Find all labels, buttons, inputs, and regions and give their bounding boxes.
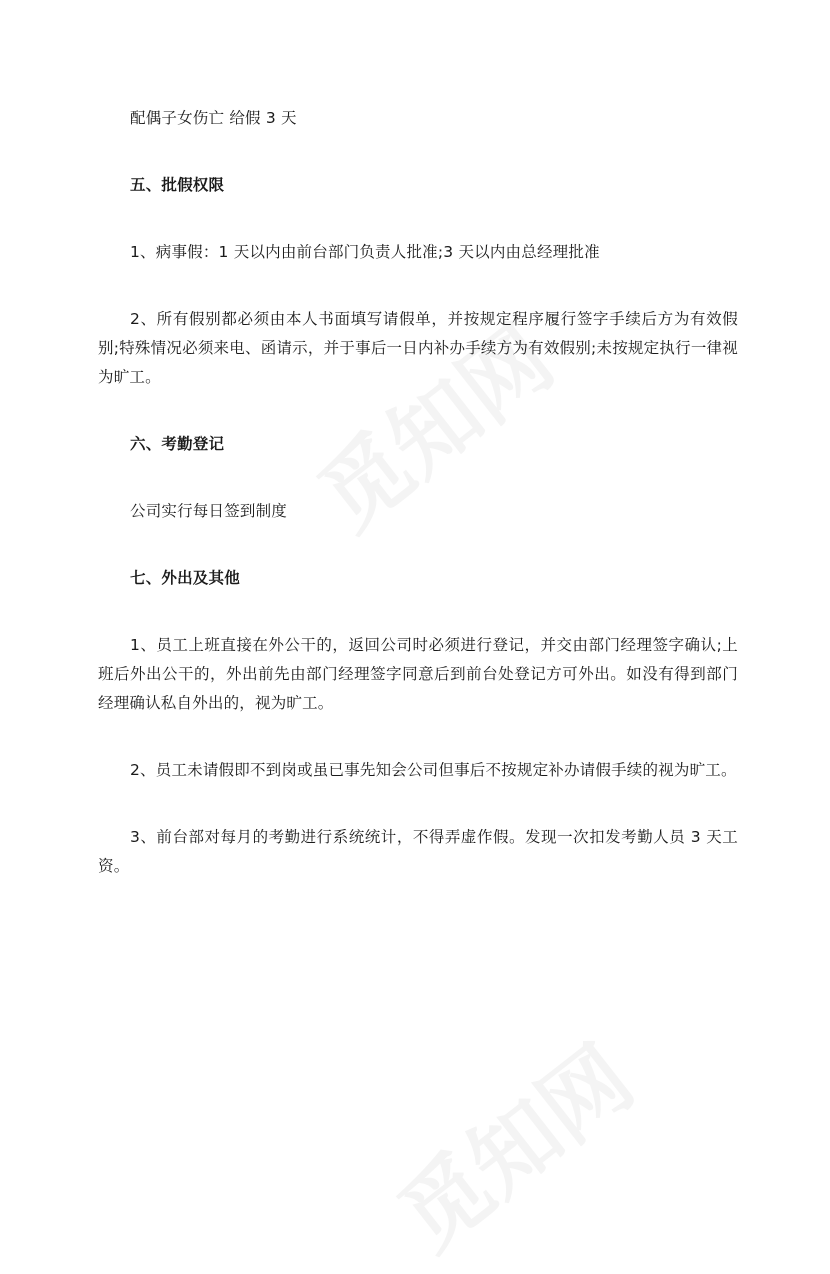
- paragraph-leave-procedure: 2、所有假别都必须由本人书面填写请假单，并按规定程序履行签字手续后方为有效假别;特殊情况必须来电、函请示，并于事后一日内补办手续方为有效假别;未按规定执行一律视为旷工。: [98, 310, 738, 386]
- paragraph-sick-leave-approval: 1、病事假：1 天以内由前台部门负责人批准;3 天以内由总经理批准: [130, 243, 600, 261]
- heading-outing-and-other: 七、外出及其他: [130, 569, 240, 587]
- paragraph-daily-sign-in: 公司实行每日签到制度: [130, 502, 288, 520]
- heading-attendance-registration: 六、考勤登记: [130, 435, 225, 453]
- document-body: [98, 104, 738, 881]
- watermark: [369, 1012, 655, 1274]
- paragraph-attendance-statistics: 3、前台部对每月的考勤进行系统统计，不得弄虚作假。发现一次扣发考勤人员 3 天工资。: [98, 828, 738, 875]
- heading-approval-authority: 五、批假权限: [130, 176, 225, 194]
- paragraph-outing-registration: 1、员工上班直接在外公干的，返回公司时必须进行登记，并交由部门经理签字确认;上班后外出公干的，外出前先由部门经理签字同意后到前台处登记方可外出。如没有得到部门经理确认私自外出的，视为旷工。: [98, 636, 738, 712]
- paragraph-spouse-child-leave: 配偶子女伤亡 给假 3 天: [130, 109, 297, 127]
- paragraph-absence-without-leave: 2、员工未请假即不到岗或虽已事先知会公司但事后不按规定补办请假手续的视为旷工。: [130, 761, 737, 779]
